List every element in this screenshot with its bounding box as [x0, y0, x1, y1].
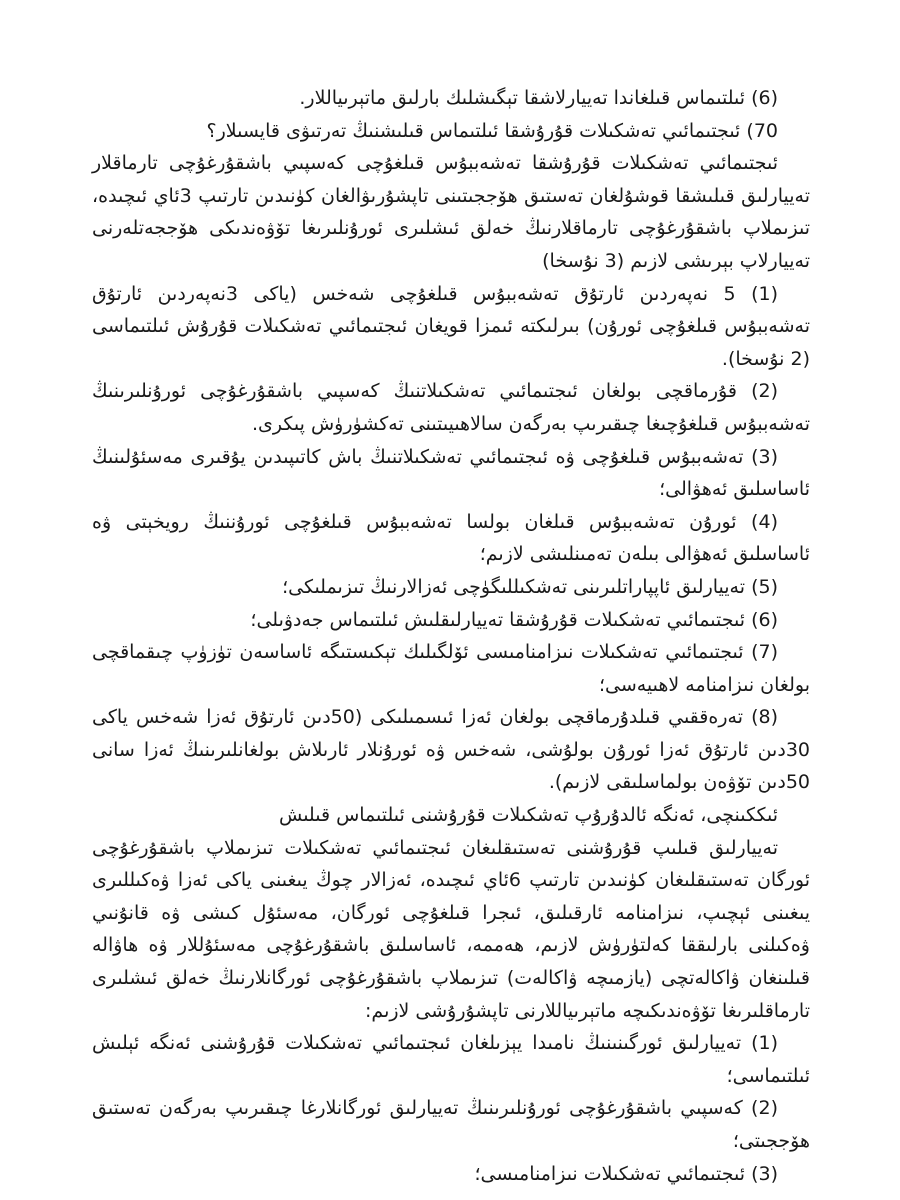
list-item-5: (5) تەييارلىق ئاپپاراتلىرىنى تەشكىللىگۈچى ئەزالارنىڭ تىزىملىكى؛ [282, 575, 778, 598]
paragraph-13: تەييارلىق قىلىپ قۇرۇشنى تەستىقلىغان ئىجتىمائىي تەشكىلات تىزىملاپ باشقۇرغۇچى ئورگان تەستىقلىغان كۈنىدىن تارتىپ 6ئاي ئىچىدە، ئەزالار چوڭ يىغىنى ياكى ئەزا ۋەكىللىرى يىغىنى ئېچىپ، نىزامنامە ئارقىلىق، ئىجرا قىلغۇچى ئورگان، مەسئۇل كىشى ۋە قانۇنىي ۋەكىلنى بارلىققا كەلتۈرۈش لازىم، ھەممە، ئاساسلىق باشقۇرغۇچى مەسئۇللار ۋە ھاۋالە قىلىنغان ۋاكالەتچى (يازمىچە ۋاكالەت) تىزىملاپ باشقۇرغۇچى ئورگانلارنىڭ خەلق ئىشلىرى تارماقلىرىغا تۆۋەندىكىچە ماتېرىياللارنى تاپشۇرۇشى لازىم: [92, 836, 811, 1022]
list-item-4: (4) ئورۇن تەشەببۇس قىلغان بولسا تەشەببۇس قىلغۇچى ئورۇننىڭ رويخېتى ۋە ئاساسلىق ئەھۋالى بىلەن تەمىنلىشى لازىم؛ [92, 510, 810, 566]
list-item-7: (7) ئىجتىمائىي تەشكىلات نىزامنامىسى ئۆلگىلىك تېكىستىگە ئاساسەن تۈزۈپ چىقماقچى بولغان نىزامنامە لاھىيەسى؛ [92, 641, 810, 696]
list-item-6: (6) ئىجتىمائىي تەشكىلات قۇرۇشقا تەييارلىقلىش ئىلتىماس جەدۋىلى؛ [250, 608, 778, 631]
list-item-1: (1) 5 نەپەردىن ئارتۇق تەشەببۇس قىلغۇچى شەخس (ياكى 3نەپەردىن ئارتۇق تەشەببۇس قىلغۇچى ئورۇن) بىرلىكتە ئىمزا قويغان ئىجتىمائىي تەشكىلات قۇرۇش ئىلتىماسى (2 نۇسخا). [92, 282, 810, 370]
question-heading: 70) ئىجتىمائىي تەشكىلات قۇرۇشقا ئىلتىماس قىلىشنىڭ تەرتىۋى قايسىلار؟ [206, 119, 778, 142]
list-item-2: (2) قۇرماقچى بولغان ئىجتىمائىي تەشكىلاتنىڭ كەسپىي باشقۇرغۇچى ئورۇنلىرىنىڭ تەشەببۇس قىلغۇچىغا چىقىرىپ بەرگەن سالاھىيىتىنى تەكشۈرۈش پىكرى. [92, 380, 810, 435]
paragraph-3: ئىجتىمائىي تەشكىلات قۇرۇشقا تەشەببۇس قىلغۇچى كەسپىي باشقۇرغۇچى تارماقلار تەييارلىق قىلىشقا قوشۇلغان تەستىق ھۆججىتىنى تاپشۇرىۋالغان كۈنىدىن تارتىپ 3ئاي ئىچىدە، تىزىملاپ باشقۇرغۇچى تارماقلارنىڭ خەلق ئىشلىرى ئورۇنلىرىغا تۆۋەندىكى ھۆججەتلەرنى تەييارلاپ بېرىشى لازىم (3 نۇسخا) [92, 152, 810, 272]
list-item-b3: (3) ئىجتىمائىي تەشكىلات نىزامنامىسى؛ [474, 1162, 778, 1185]
document-page [92, 82, 810, 1190]
list-item-3: (3) تەشەببۇس قىلغۇچى ۋە ئىجتىمائىي تەشكىلاتنىڭ باش كاتىپىدىن يۇقىرى مەسئۇلىنىڭ ئاساسلىق ئەھۋالى؛ [92, 445, 810, 501]
list-item-8: (8) تەرەققىي قىلدۇرماقچى بولغان ئەزا ئىسمىلىكى (50دىن ئارتۇق ئەزا شەخس ياكى 30دىن ئارتۇق ئەزا ئورۇن بولۇشى، شەخس ۋە ئورۇنلار ئارىلاش بولغانلىرىنىڭ ئەزا سانى 50دىن تۆۋەن بولماسلىقى لازىم). [92, 706, 810, 794]
paragraph-1: (6) ئىلتىماس قىلغاندا تەييارلاشقا تېگىشلىك بارلىق ماتېرىياللار. [299, 87, 778, 109]
section-heading: ئىككىنچى، ئەنگە ئالدۇرۇپ تەشكىلات قۇرۇشنى ئىلتىماس قىلىش [278, 804, 778, 827]
list-item-b2: (2) كەسپىي باشقۇرغۇچى ئورۇنلىرىنىڭ تەييارلىق ئورگانلارغا چىقىرىپ بەرگەن تەستىق ھۆججىتى؛ [92, 1097, 810, 1152]
list-item-b1: (1) تەييارلىق ئورگىنىنىڭ نامىدا يېزىلغان ئىجتىمائىي تەشكىلات قۇرۇشنى ئەنگە ئېلىش ئىلتىماسى؛ [92, 1032, 810, 1087]
